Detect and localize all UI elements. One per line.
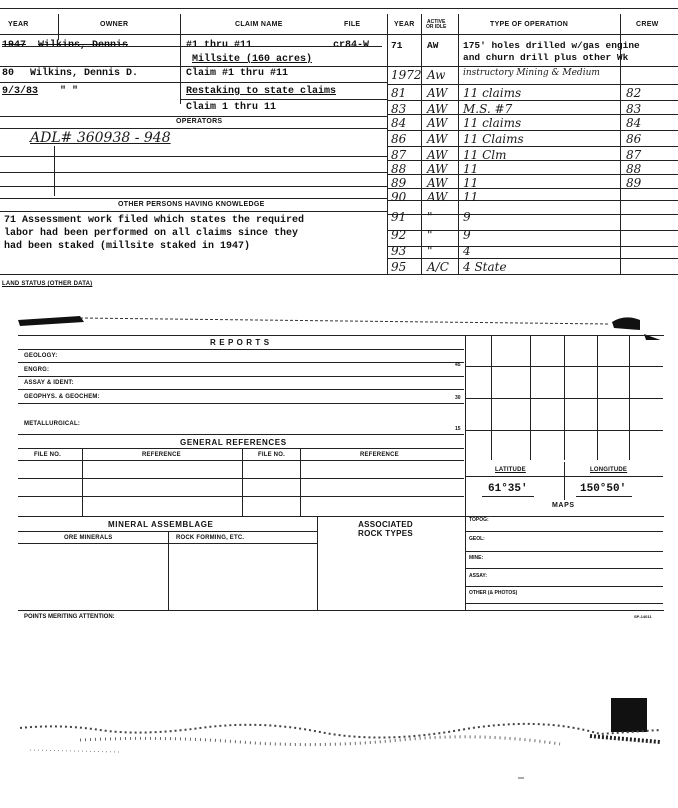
row-line [18,389,464,390]
others-text-line: labor had been performed on all claims since they [4,228,299,239]
longitude-value: 150°50' [580,483,627,495]
operation-row-active: AW [427,148,448,162]
header-file: FILE [344,21,361,28]
operation-row-crew: 84 [626,116,642,130]
reports-top-border [18,335,664,336]
scan-noise [0,690,678,790]
maps-row-label: ASSAY: [469,573,488,579]
row-line [0,186,387,187]
report-row-label: ASSAY & IDENT: [24,380,74,386]
row-line [465,531,663,532]
row-line [18,349,464,350]
row-line [18,434,464,435]
operation-row-active: A/C [427,260,449,274]
divider [564,462,565,500]
operation-row-active: AW [427,132,448,146]
operation-row-type: 11 [463,190,479,204]
underline [576,496,632,497]
associated-rock-types: ASSOCIATED ROCK TYPES [358,520,414,538]
operation-row-type: 11 Clm [463,148,507,162]
header-claim-name: CLAIM NAME [235,21,283,28]
operation-row-year: 95 [391,260,407,274]
divider [300,448,301,516]
longitude-label: LONGITUDE [590,467,628,473]
operation-row-crew: 83 [626,102,642,116]
grid-line [465,398,663,399]
owner-row-owner: " " [60,86,79,97]
header-type-of-operation: TYPE OF OPERATION [490,21,569,28]
operation-row-active: AW [427,40,439,51]
others-text-line: had been staked (millsite staked in 1947) [4,241,251,252]
owner-row-claim: Claim #1 thru #11 [186,68,289,79]
others-text-line: 71 Assessment work filed which states the required [4,215,305,226]
operation-row-type: 9 [463,228,471,242]
operation-row-year: 92 [391,228,407,242]
row-line [0,82,387,83]
row-line [465,476,663,477]
operation-row-year: 87 [391,148,407,162]
operation-row-active: AW [427,116,448,130]
operation-row-active: Aw [427,68,446,82]
operation-row-type: 11 claims [463,86,522,100]
operation-row-crew: 88 [626,162,642,176]
operation-row-year: 71 [391,40,403,51]
mineral-assemblage-title: MINERAL ASSEMBLAGE [108,520,214,529]
row-line [18,362,464,363]
top-border [0,8,678,9]
operation-row-type: 175' holes drilled w/gas engine [463,40,640,51]
operation-row-active: AW [427,102,448,116]
operation-row-year: 89 [391,176,407,190]
owner-row-claim: Claim 1 thru 11 [186,102,277,113]
operation-row-active: " [427,210,433,224]
maps-row-label: GEOL: [469,536,485,542]
operation-row-line [387,66,678,67]
general-ref-col: FILE NO. [258,452,285,458]
divider [317,516,318,610]
divider [82,448,83,516]
maps-row-label: MINE: [469,555,484,561]
row-line [18,403,464,404]
operation-row-year: 93 [391,244,407,258]
owner-row-owner: Wilkins, Dennis D. [30,68,139,79]
operators-line [0,128,387,129]
operation-row-year: 81 [391,86,407,100]
divider [180,14,181,104]
row-line [18,496,464,497]
header-owner: OWNER [100,21,129,28]
operation-row-active: AW [427,176,448,190]
row-line [0,116,387,117]
reports-title: R E P O R T S [210,338,270,347]
grid-line [465,366,663,367]
maps-row-label: TOPOG: [469,517,489,523]
report-row-label: METALLURGICAL: [24,421,81,427]
latitude-label: LATITUDE [495,467,526,473]
operation-row-type: 11 [463,176,479,190]
operation-row-active: AW [427,162,448,176]
operation-row-type: 11 [463,162,479,176]
rock-forming-label: ROCK FORMING, ETC. [176,535,245,541]
owner-row-year: 80 [2,68,15,79]
divider [387,14,388,274]
ore-minerals-label: ORE MINERALS [64,535,113,541]
general-references-title: GENERAL REFERENCES [180,438,287,447]
divider [421,14,422,274]
operation-row-type: 11 Claims [463,132,524,146]
land-status-label: LAND STATUS (OTHER DATA) [2,281,93,287]
operation-row-year: 90 [391,190,407,204]
divider [54,146,55,196]
row-line [0,172,387,173]
operation-row-year: 88 [391,162,407,176]
operation-row-line [387,100,678,101]
header-crew: CREW [636,21,659,28]
row-line [18,448,464,449]
operation-row-type: M.S. #7 [463,102,513,116]
report-row-label: GEOLOGY: [24,353,58,359]
strike-line [2,46,382,47]
row-line [18,610,664,611]
points-meriting-attention: POINTS MERITING ATTENTION: [24,614,115,620]
divider [58,14,59,40]
operation-row-line [387,258,678,259]
divider [242,448,243,516]
report-row-label: GEOPHYS. & GEOCHEM: [24,394,100,400]
row-line [465,603,663,604]
operation-row-crew: 86 [626,132,642,146]
header-year-2: YEAR [394,21,415,28]
form-number: SP-14011 [634,614,652,619]
operators-title: OPERATORS [176,118,223,125]
row-line [18,543,317,544]
row-line [18,478,464,479]
operation-row-type: 4 State [463,260,507,274]
general-ref-col: FILE NO. [34,452,61,458]
operation-row-crew: 87 [626,148,642,162]
latitude-value: 61°35' [488,483,528,495]
report-row-num: 45 [455,362,461,368]
operation-row-active: " [427,244,433,258]
operation-row-active: AW [427,86,448,100]
operation-row-type: instructory Mining & Medium [463,68,600,78]
operation-row-type: 11 claims [463,116,522,130]
report-row-num: 30 [455,395,461,401]
row-line [18,516,664,517]
operation-row-crew: 82 [626,86,642,100]
owner-row-year: 9/3/83 [2,86,39,97]
row-line [465,568,663,569]
operation-row-type: 9 [463,210,471,224]
scan-marks [0,300,678,340]
underline [482,496,534,497]
others-line [0,211,387,212]
report-row-num: 15 [455,426,461,432]
operation-row-year: 84 [391,116,407,130]
row-line [0,156,387,157]
operation-row-line [387,130,678,131]
report-row-label: ENGRG: [24,367,50,373]
operation-row-type: and churn drill plus other Wk [463,52,629,63]
divider [458,14,459,274]
owner-row-claim: Millsite (160 acres) [192,54,313,65]
general-ref-col: REFERENCE [142,452,181,458]
grid-line [465,430,663,431]
maps-title: MAPS [552,502,575,509]
operation-row-active: " [427,228,433,242]
row-line [18,376,464,377]
operation-row-type: 4 [463,244,471,258]
operation-row-line [387,146,678,147]
row-line [18,460,464,461]
general-ref-col: REFERENCE [360,452,399,458]
row-line [465,586,663,587]
operation-row-year: 83 [391,102,407,116]
maps-row-label: OTHER (& PHOTOS) [469,590,518,596]
header-bottom-border [0,34,678,35]
others-title: OTHER PERSONS HAVING KNOWLEDGE [118,201,265,208]
operation-row-line [387,84,678,85]
header-year: YEAR [8,21,29,28]
owner-row-claim: Restaking to state claims [186,86,337,97]
row-line [465,551,663,552]
operators-entry: ADL# 360938 - 948 [30,130,171,146]
operation-row-year: 91 [391,210,407,224]
operation-row-year: 86 [391,132,407,146]
row-line [180,99,387,100]
header-active-idle: ACTIVE OR IDLE [426,19,447,30]
operation-row-active: AW [427,190,448,204]
operation-row-crew: 89 [626,176,642,190]
operation-row-year: 1972 [391,68,422,82]
row-line [0,198,387,199]
upper-section-bottom [0,274,678,275]
row-line [0,66,387,67]
